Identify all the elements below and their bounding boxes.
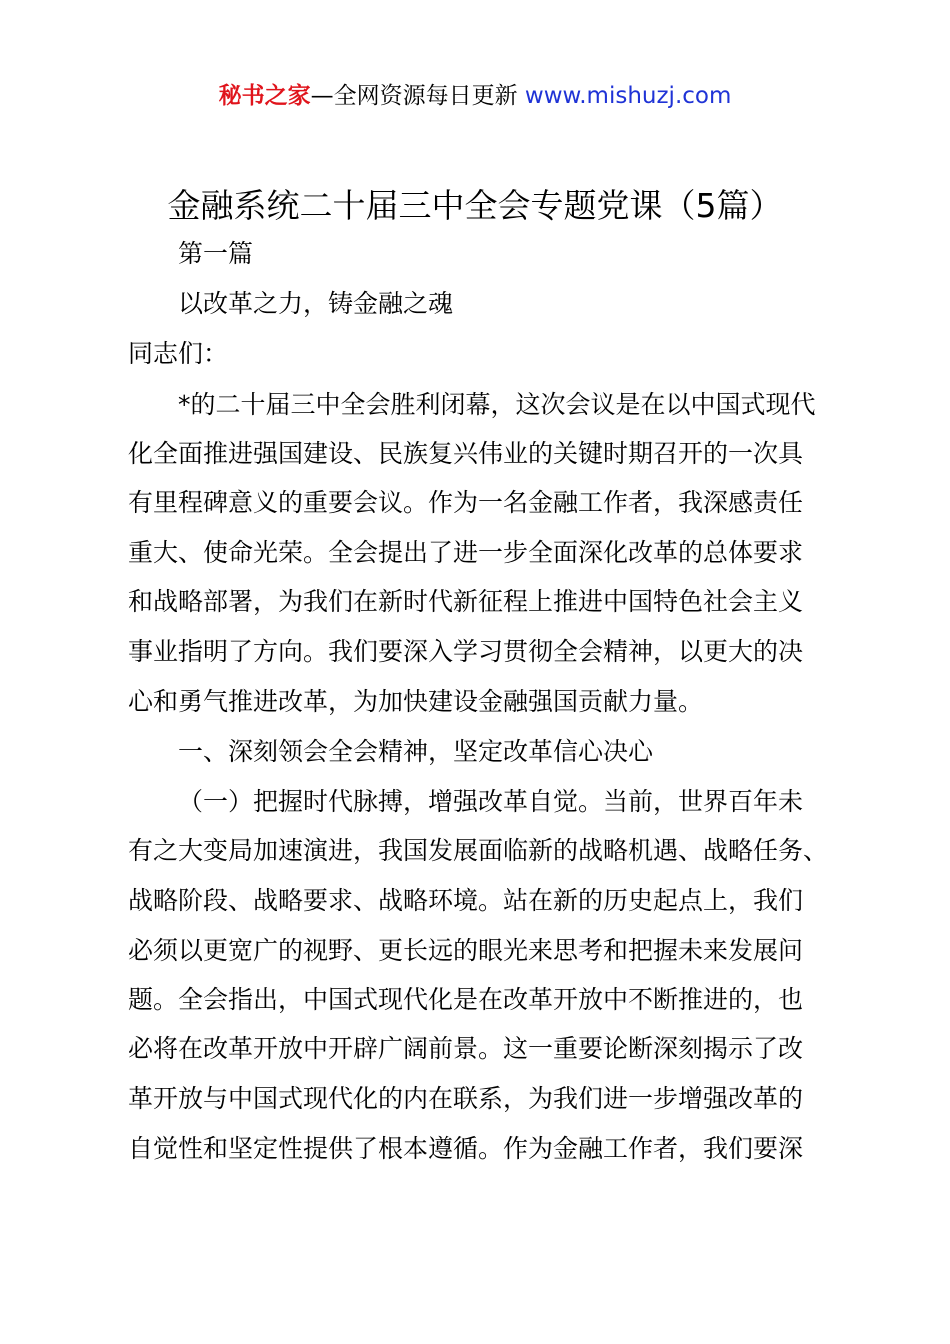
- site-tagline: —全网资源每日更新: [310, 83, 525, 109]
- paragraph-line: *的二十届三中全会胜利闭幕，这次会议是在以中国式现代: [178, 390, 816, 419]
- site-header: [0, 80, 950, 112]
- speech-title: 以改革之力，铸金融之魂: [178, 289, 454, 318]
- site-brand: 秘书之家: [218, 83, 311, 109]
- salutation: 同志们：: [128, 339, 229, 368]
- paragraph-line: 心和勇气推进改革，为加快建设金融强国贡献力量。: [128, 687, 704, 716]
- paragraph-line: 化全面推进强国建设、民族复兴伟业的关键时期召开的一次具: [128, 439, 804, 468]
- paragraph-line: 革开放与中国式现代化的内在联系，为我们进一步增强改革的: [128, 1084, 804, 1113]
- paragraph-line: 重大、使命光荣。全会提出了进一步全面深化改革的总体要求: [128, 538, 804, 567]
- paragraph-line: 自觉性和坚定性提供了根本遵循。作为金融工作者，我们要深: [128, 1134, 804, 1163]
- section-heading: 一、深刻领会全会精神，坚定改革信心决心: [178, 737, 654, 766]
- paragraph-line: 必将在改革开放中开辟广阔前景。这一重要论断深刻揭示了改: [128, 1034, 804, 1063]
- document-title: 金融系统二十届三中全会专题党课（5篇）: [167, 186, 783, 225]
- section-heading: 第一篇: [178, 239, 254, 268]
- paragraph-line: （一）把握时代脉搏，增强改革自觉。当前，世界百年未: [178, 787, 804, 816]
- paragraph-line: 有里程碑意义的重要会议。作为一名金融工作者，我深感责任: [128, 488, 804, 517]
- site-url-link[interactable]: www.mishuzj.com: [524, 83, 732, 109]
- paragraph-line: 和战略部署，为我们在新时代新征程上推进中国特色社会主义: [128, 587, 804, 616]
- paragraph-line: 战略阶段、战略要求、战略环境。站在新的历史起点上，我们: [128, 886, 804, 915]
- paragraph-line: 题。全会指出，中国式现代化是在改革开放中不断推进的，也: [128, 985, 804, 1014]
- paragraph-line: 有之大变局加速演进，我国发展面临新的战略机遇、战略任务、: [128, 836, 829, 865]
- paragraph-line: 必须以更宽广的视野、更长远的眼光来思考和把握未来发展问: [128, 936, 804, 965]
- paragraph-line: 事业指明了方向。我们要深入学习贯彻全会精神，以更大的决: [128, 637, 804, 666]
